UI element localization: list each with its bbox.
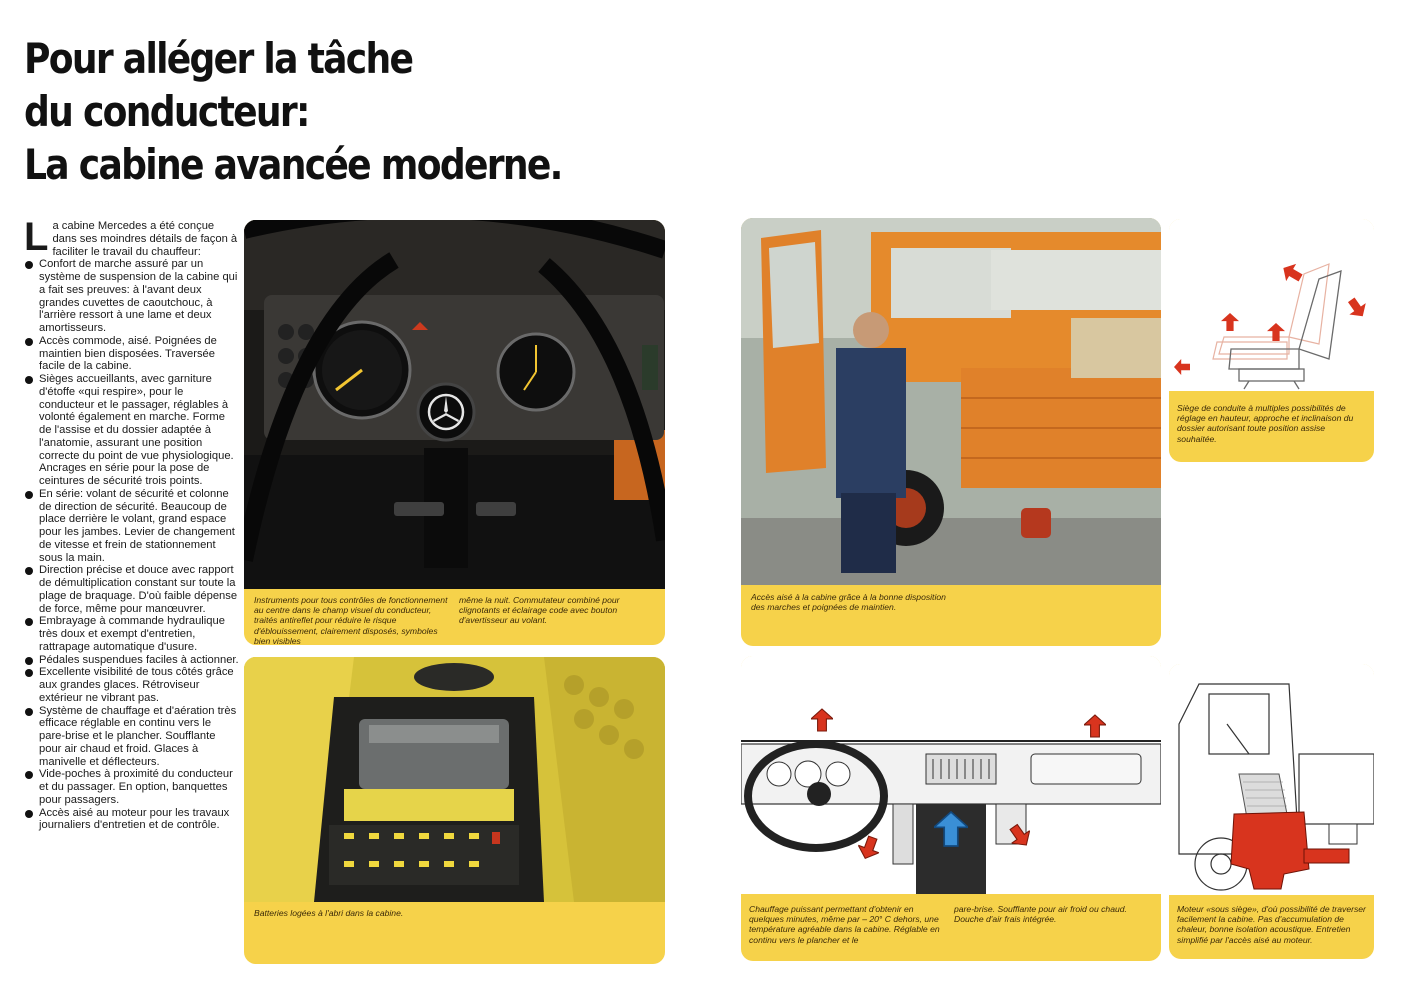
intro-paragraph <box>24 215 239 259</box>
feature-item: Sièges accueillants, avec garniture d'étoffe «qui respire», pour le conducteur et le passager, réglables à volonté également en marche. Forme de l'assise et du dossier adaptée à l'anatomie, assurant une position correcte du point de vue physiologique. Ancrages en série pour la pose de ceintures de sécurité trois points. <box>24 373 239 488</box>
feature-item: Système de chauffage et d'aération très efficace réglable en continu vers le pare-brise et le plancher. Soufflante pour air chaud et froid. Glaces à manivelle et déflecteurs. <box>24 705 239 769</box>
engine-panel <box>1169 664 1374 959</box>
feature-item: Direction précise et douce avec rapport de démultiplication constant sur toute la plage de braquage. D'où faible dépense de force, même pour manœuvrer. <box>24 564 239 615</box>
seat-diagram <box>1169 219 1374 391</box>
body-text <box>24 215 239 832</box>
title-line-1: Pour alléger la tâche <box>24 34 413 83</box>
feature-item: Vide-poches à proximité du conducteur et du passager. En option, banquettes pour passagers. <box>24 768 239 806</box>
access-panel <box>741 218 1161 646</box>
batteries-caption: Batteries logées à l'abri dans la cabine. <box>254 908 404 918</box>
page-title <box>24 32 562 191</box>
heating-caption-left: Chauffage puissant permettant d'obtenir en quelques minutes, même par – 20° C dehors, une température agréable dans la cabine. Réglable en continu vers le plancher et le <box>749 904 940 945</box>
engine-caption: Moteur «sous siège», d'où possibilité de traverser facilement la cabine. Pas d'accumulation de chaleur, bonne isolation acoustique. Entretien simplifié par l'accès aisé au moteur. <box>1177 904 1366 945</box>
seat-caption: Siège de conduite à multiples possibilités de réglage en hauteur, approche et inclinaison du dossier autorisant toute position assise souhaitée. <box>1177 403 1354 444</box>
blue-arrow-icon <box>934 806 968 852</box>
access-photo <box>741 218 1161 585</box>
batteries-panel <box>244 657 665 964</box>
feature-item: Confort de marche assuré par un système de suspension de la cabine qui a fait ses preuves: à l'avant deux grandes cuvettes de caoutchouc, à l'arrière ressort à une lame et deux amortisseurs. <box>24 258 239 335</box>
feature-item: Pédales suspendues faciles à actionner. <box>24 654 239 667</box>
intro-text: a cabine Mercedes a été conçue dans ses moindres détails de façon à faciliter le travail du chauffeur: <box>52 220 238 258</box>
red-arrow-icon <box>811 706 833 734</box>
feature-item: Excellente visibilité de tous côtés grâce aux grandes glaces. Rétroviseur extérieur ne vibrant pas. <box>24 666 239 704</box>
dashboard-photo <box>244 220 665 589</box>
dashboard-caption-left: Instruments pour tous contrôles de fonctionnement au centre dans le champ visuel du conducteur, traités antireflet pour réduire le risque d'éblouissement, clairement disposés, symboles bien visibles <box>254 595 448 645</box>
feature-list <box>24 258 239 832</box>
engine-diagram <box>1169 664 1374 895</box>
red-arrow-icon <box>1084 712 1106 740</box>
feature-item: En série: volant de sécurité et colonne de direction de sécurité. Beaucoup de place derrière le volant, grand espace pour les jambes. Levier de changement de vitesse et frein de stationnement sous la main. <box>24 488 239 565</box>
red-arrow-icon <box>1267 321 1285 343</box>
feature-item: Accès aisé au moteur pour les travaux journaliers d'entretien et de contrôle. <box>24 807 239 833</box>
feature-item: Embrayage à commande hydraulique très doux et exempt d'entretien, rattrapage automatique d'usure. <box>24 615 239 653</box>
mercedes-star-icon <box>426 392 466 432</box>
title-line-3: La cabine avancée moderne. <box>24 140 562 189</box>
title-line-2: du conducteur: <box>24 87 309 136</box>
access-caption: Accès aisé à la cabine grâce à la bonne disposition des marches et poignées de maintien. <box>751 592 946 613</box>
batteries-photo <box>244 657 665 902</box>
red-arrow-icon <box>1221 311 1239 333</box>
drop-cap: L <box>24 215 49 259</box>
red-arrow-icon <box>1174 354 1190 380</box>
seat-panel <box>1169 219 1374 462</box>
feature-item: Accès commode, aisé. Poignées de maintien bien disposées. Traversée facile de la cabine. <box>24 335 239 373</box>
dashboard-caption-right: même la nuit. Commutateur combiné pour clignotants et éclairage code avec bouton d'avertisseur au volant. <box>459 595 620 626</box>
dashboard-panel <box>244 220 665 645</box>
heating-panel <box>741 656 1161 961</box>
heating-caption-right: pare-brise. Soufflante pour air froid ou chaud. Douche d'air frais intégrée. <box>954 904 1127 925</box>
heating-diagram <box>741 656 1161 894</box>
